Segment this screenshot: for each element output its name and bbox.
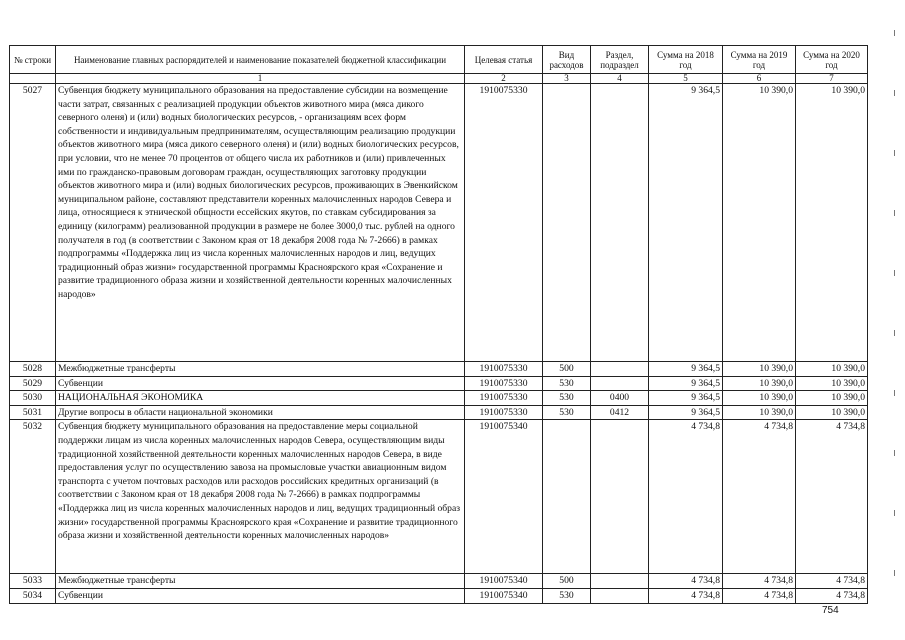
row-target: 1910075330 [465, 391, 543, 406]
row-sum-2019: 10 390,0 [723, 362, 796, 377]
scan-edge-marks [888, 0, 902, 640]
col-sum-2020: Сумма на 2020 год [796, 46, 868, 74]
row-expense-type: 530 [543, 391, 591, 406]
col-num: 7 [796, 74, 868, 84]
row-section [591, 376, 649, 391]
row-sum-2019: 4 734,8 [723, 574, 796, 589]
row-sum-2020: 10 390,0 [796, 84, 868, 362]
row-target: 1910075330 [465, 376, 543, 391]
row-target: 1910075340 [465, 574, 543, 589]
row-expense-type [543, 84, 591, 362]
row-name: Межбюджетные трансферты [56, 362, 465, 377]
row-sum-2019: 4 734,8 [723, 420, 796, 574]
table-row [10, 405, 868, 420]
table-row [10, 84, 868, 362]
row-number: 5028 [10, 362, 56, 377]
row-sum-2018: 9 364,5 [649, 84, 723, 362]
row-sum-2020: 10 390,0 [796, 376, 868, 391]
col-num [10, 74, 56, 84]
col-num: 4 [591, 74, 649, 84]
row-target: 1910075330 [465, 84, 543, 362]
page-number: 754 [822, 605, 839, 616]
table-row [10, 391, 868, 406]
row-section [591, 420, 649, 574]
row-expense-type [543, 420, 591, 574]
table-row [10, 574, 868, 589]
row-sum-2018: 9 364,5 [649, 391, 723, 406]
col-sum-2019: Сумма на 2019 год [723, 46, 796, 74]
row-sum-2020: 10 390,0 [796, 362, 868, 377]
row-section: 0400 [591, 391, 649, 406]
budget-table [9, 45, 868, 604]
row-sum-2020: 4 734,8 [796, 574, 868, 589]
col-target: Целевая статья [465, 46, 543, 74]
row-section [591, 574, 649, 589]
row-target: 1910075340 [465, 420, 543, 574]
row-number: 5030 [10, 391, 56, 406]
row-name: Субвенция бюджету муниципального образования на предоставление меры социальной поддержки лицам из числа коренных малочисленных народов Севера, осуществляющим виды традиционной хозяйственной деятельности коренных малочисленных народов Севера, в виде предоставления услуг по осуществлению завоза на промысловые участки авиационным видом транспорта с учетом почтовых расходов или расходов российских кредитных организаций (в соответствии с Законом края от 18 декабря 2008 года № 7-2666) в рамках подпрограммы «Поддержка лиц из числа коренных малочисленных народов и лиц, ведущих традиционный образ жизни» государственной программы Красноярского края «Сохранение и развитие традиционного образа жизни и хозяйственной деятельности коренных малочисленных народов» [56, 420, 465, 574]
row-expense-type: 500 [543, 574, 591, 589]
col-section: Раздел, подраздел [591, 46, 649, 74]
row-number: 5033 [10, 574, 56, 589]
row-sum-2020: 10 390,0 [796, 405, 868, 420]
table-row [10, 362, 868, 377]
row-expense-type: 530 [543, 376, 591, 391]
col-name: Наименование главных распорядителей и наименование показателей бюджетной классификации [56, 46, 465, 74]
row-sum-2020: 4 734,8 [796, 420, 868, 574]
row-target: 1910075330 [465, 405, 543, 420]
row-sum-2018: 4 734,8 [649, 420, 723, 574]
row-sum-2018: 9 364,5 [649, 362, 723, 377]
row-section [591, 362, 649, 377]
row-sum-2019: 10 390,0 [723, 391, 796, 406]
table-row [10, 376, 868, 391]
row-target: 1910075330 [465, 362, 543, 377]
row-name: НАЦИОНАЛЬНАЯ ЭКОНОМИКА [56, 391, 465, 406]
row-number: 5031 [10, 405, 56, 420]
column-number-row [10, 74, 868, 84]
row-number: 5029 [10, 376, 56, 391]
col-num: 1 [56, 74, 465, 84]
row-target: 1910075340 [465, 588, 543, 603]
budget-table-sheet [9, 45, 867, 604]
row-name: Субвенции [56, 376, 465, 391]
col-sum-2018: Сумма на 2018 год [649, 46, 723, 74]
row-number: 5027 [10, 84, 56, 362]
col-row-no: № строки [10, 46, 56, 74]
row-section [591, 588, 649, 603]
row-sum-2018: 4 734,8 [649, 574, 723, 589]
row-expense-type: 500 [543, 362, 591, 377]
row-sum-2018: 9 364,5 [649, 405, 723, 420]
row-name: Межбюджетные трансферты [56, 574, 465, 589]
row-name: Другие вопросы в области национальной экономики [56, 405, 465, 420]
row-number: 5032 [10, 420, 56, 574]
row-expense-type: 530 [543, 405, 591, 420]
header-row [10, 46, 868, 74]
row-section [591, 84, 649, 362]
row-sum-2020: 4 734,8 [796, 588, 868, 603]
col-num: 3 [543, 74, 591, 84]
col-num: 2 [465, 74, 543, 84]
row-section: 0412 [591, 405, 649, 420]
row-sum-2019: 10 390,0 [723, 376, 796, 391]
row-expense-type: 530 [543, 588, 591, 603]
row-name: Субвенция бюджету муниципального образования на предоставление субсидии на возмещение части затрат, связанных с реализацией продукции объектов животного мира (мяса дикого северного оленя) и (или) водных биологических ресурсов, - организациям всех форм собственности и индивидуальным предпринимателям, осуществляющим реализацию продукции объектов животного мира (мяса дикого северного оленя) и (или) водных биологических ресурсов, при условии, что не менее 70 процентов от общего числа их работников и (или) привлеченных ими по гражданско-правовым договорам граждан, осуществляющих заготовку продукции объектов животного мира и (или) водных биологических ресурсов, проживающих в Эвенкийском муниципальном районе, составляют представители коренных малочисленных народов Севера и лица, относящиеся к этнической общности ессейских якутов, по ставкам субсидирования за единицу (килограмм) реализованной продукции в размере не более 3000,0 тыс. рублей на одного получателя в год (в соответствии с Законом края от 18 декабря 2008 года № 7-2666) в рамках подпрограммы «Поддержка лиц из числа коренных малочисленных народов и лиц, ведущих традиционный образ жизни» государственной программы Красноярского края «Сохранение и развитие традиционного образа жизни и хозяйственной деятельности коренных малочисленных народов» [56, 84, 465, 362]
row-sum-2018: 9 364,5 [649, 376, 723, 391]
table-row [10, 588, 868, 603]
row-sum-2019: 4 734,8 [723, 588, 796, 603]
col-expense-type: Вид расходов [543, 46, 591, 74]
row-sum-2020: 10 390,0 [796, 391, 868, 406]
col-num: 5 [649, 74, 723, 84]
row-sum-2019: 10 390,0 [723, 84, 796, 362]
col-num: 6 [723, 74, 796, 84]
table-row [10, 420, 868, 574]
row-sum-2018: 4 734,8 [649, 588, 723, 603]
row-number: 5034 [10, 588, 56, 603]
row-name: Субвенции [56, 588, 465, 603]
row-sum-2019: 10 390,0 [723, 405, 796, 420]
